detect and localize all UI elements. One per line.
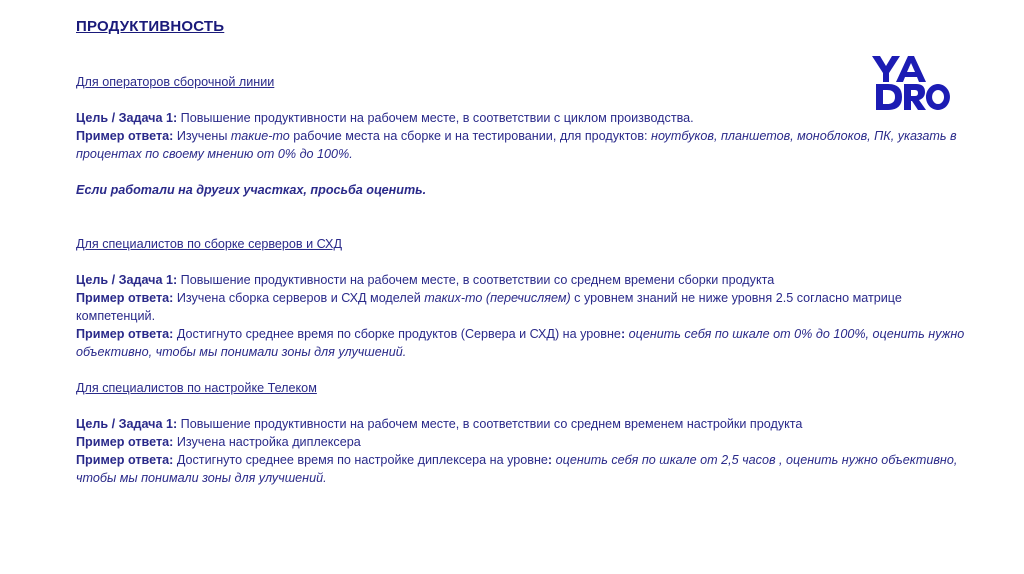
example-line [76,127,976,163]
example-text: Достигнуто среднее время по настройке диплексера на уровне [173,453,548,467]
section-heading-servers: Для специалистов по сборке серверов и СХД [76,237,342,251]
example-colon: : [620,327,626,341]
example-italic: оценить себя по шкале от 2,5 часов , оценить нужно объективно, чтобы мы понимали зоны для улучшений. [76,453,958,485]
goal-text: Повышение продуктивности на рабочем месте, в соответствии со среднем временем настройки продукта [177,417,803,431]
example-label: Пример ответа: [76,129,174,143]
example-italic: оценить себя по шкале от 0% до 100%, оценить нужно объективно, чтобы мы понимали зоны для улучшений. [76,327,965,359]
example-line [76,325,976,361]
example-label: Пример ответа: [76,291,174,305]
section-heading-operators: Для операторов сборочной линии [76,75,275,89]
goal-line [76,271,976,289]
section-heading-telecom: Для специалистов по настройке Телеком [76,381,317,395]
example-line [76,289,976,325]
goal-label: Цель / Задача 1: [76,111,178,125]
example-italic: такие-то [230,129,290,143]
goal-label: Цель / Задача 1: [76,417,178,431]
example-text: Изучена сборка серверов и СХД моделей [173,291,425,305]
example-line [76,451,976,487]
goal-line [76,109,976,127]
example-text: Достигнуто среднее время по сборке продуктов (Сервера и СХД) на уровне [173,327,621,341]
example-label: Пример ответа: [76,435,174,449]
goal-text: Повышение продуктивности на рабочем месте, в соответствии со среднем времени сборки продукта [177,273,775,287]
goal-label: Цель / Задача 1: [76,273,178,287]
example-italic: ноутбуков, планшетов, моноблоков, ПК, указать в процентах по своему мнению от 0% до 100%. [76,129,957,161]
example-text: Изучена настройка диплексера [173,435,361,449]
example-text: с уровнем знаний не ниже уровня 2.5 согласно матрице компетенций. [76,291,902,323]
example-label: Пример ответа: [76,453,174,467]
example-italic: таких-то (перечисляем) [424,291,571,305]
goal-text: Повышение продуктивности на рабочем месте, в соответствии с циклом производства. [177,111,694,125]
content-body [76,73,976,487]
example-label: Пример ответа: [76,327,174,341]
example-line [76,433,976,451]
goal-line [76,415,976,433]
page-title: ПРОДУКТИВНОСТЬ [76,18,225,35]
note-text: Если работали на других участках, просьба оценить. [76,183,427,197]
example-text: рабочие места на сборке и на тестировании, для продуктов: [289,129,652,143]
example-colon: : [547,453,553,467]
example-text: Изучены [173,129,231,143]
